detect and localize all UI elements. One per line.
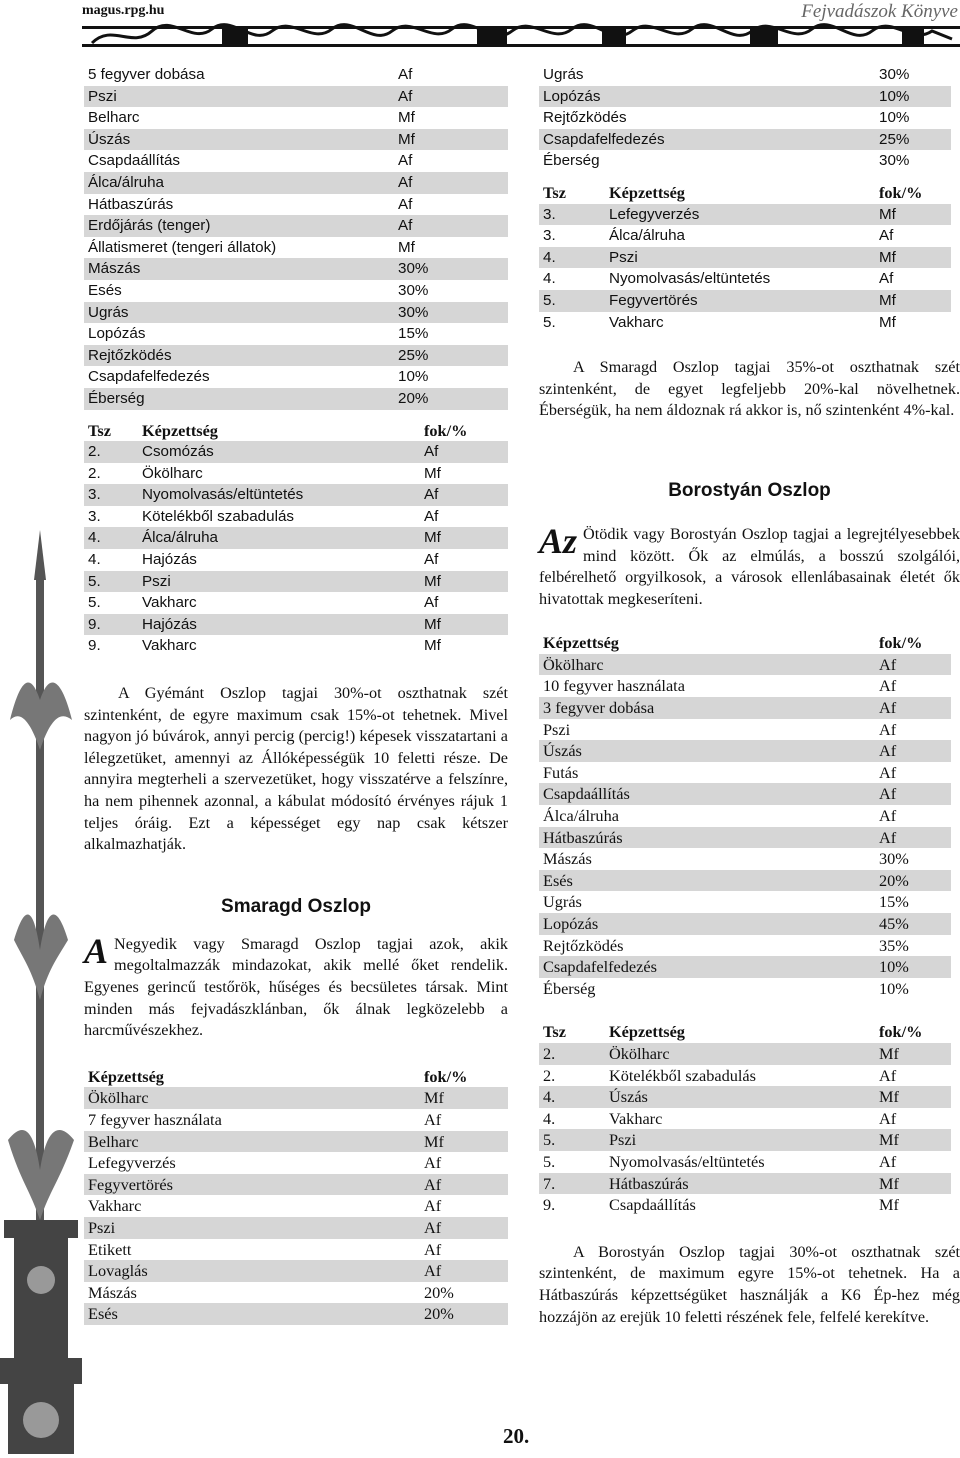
table-cell: Mf <box>420 1131 508 1153</box>
table-row <box>84 1131 508 1153</box>
table-cell: Af <box>879 1065 897 1085</box>
table-row <box>539 150 951 172</box>
table-cell: Af <box>398 195 413 213</box>
table-cell: 15% <box>879 892 909 912</box>
table-row <box>84 1174 508 1196</box>
table-row <box>539 913 951 935</box>
right-table3-body <box>539 654 951 1000</box>
table-row <box>84 172 508 194</box>
table-cell: Pszi <box>84 86 394 108</box>
table-cell: Mf <box>420 571 508 593</box>
table-row <box>84 194 508 216</box>
table-cell: Mf <box>875 204 951 226</box>
table-cell: Af <box>398 66 413 83</box>
smaragd-intro-paragraph <box>84 930 508 1042</box>
table-cell: Af <box>424 1153 442 1173</box>
table-cell: Af <box>420 1174 508 1196</box>
table-cell: 10 fegyver használata <box>543 676 685 696</box>
table-row <box>539 654 951 676</box>
table-row <box>539 290 951 312</box>
table-row <box>84 463 508 485</box>
col-header-tsz: Tsz <box>88 420 111 440</box>
table-cell: Mászás <box>88 1282 137 1302</box>
table-cell: Vakharc <box>609 1108 663 1128</box>
table-cell: Mf <box>875 1043 951 1065</box>
table-row <box>539 1065 951 1087</box>
table-row <box>539 1173 951 1195</box>
table-cell: Rejtőzködés <box>543 935 624 955</box>
table-cell: Esés <box>539 870 875 892</box>
table-cell: Af <box>424 1196 442 1216</box>
table-cell: Mf <box>875 290 951 312</box>
table-cell: 30% <box>394 258 508 280</box>
table-cell: Ugrás <box>84 302 394 324</box>
table-cell: 5 fegyver dobása <box>88 66 205 83</box>
table-cell: Éberség <box>84 388 394 410</box>
smaragd-intro-text: Negyedik vagy Smaragd Oszlop tagjai azok, akik megoltalmazzák mindazokat, akik mellé őket rendelik. Egyenes gerincű testőrök, hűséges és becsületes társak. Mint minden más fejvadászklánban, ők álnak legközelebb a harcművészekhez. <box>84 934 508 1040</box>
left-table3-body <box>84 1087 508 1325</box>
table-cell: 4. <box>84 527 138 549</box>
table-cell: Hajózás <box>142 551 197 569</box>
table-cell: 7. <box>539 1173 605 1195</box>
table-cell: Fegyvertörés <box>84 1174 420 1196</box>
gyemant-rules-paragraph: A Gyémánt Oszlop tagjai 30%-ot oszthatnak szét szintenként, de egyre maximum csak 15%-ot tehetnek. Mivel nagyon jó búvárok, annyi percig (percig!) képesek visszatartani a lélegzetüket, amennyi az Állóképességük 10 feletti része. De annyira megterheli a szervezetüket, hogy visszatérve a felszínre, ha nem pihennek azonnal, a kábulat módosító érvényes rájuk 1 teljes óráig. Ezt a képességet egy nap csak kétszer alkalmazhatják. <box>84 684 508 854</box>
table-cell: Mf <box>424 464 441 482</box>
table-cell: 30% <box>879 66 910 83</box>
table-row <box>539 129 951 151</box>
gyemant-level-table <box>84 420 508 658</box>
table-cell: Csapdafelfedezés <box>88 368 210 386</box>
table-cell: Af <box>394 86 508 108</box>
table-cell: 2. <box>88 464 101 482</box>
col-header-fok: fok/% <box>879 1022 923 1042</box>
table-cell: Lopózás <box>539 913 875 935</box>
table-cell: 10% <box>875 86 951 108</box>
decorative-sword-ornament <box>0 520 82 1455</box>
table-cell: Af <box>424 1239 442 1259</box>
table-row <box>539 870 951 892</box>
table-cell: Álca/álruha <box>543 806 619 826</box>
table-cell: Vakharc <box>609 313 664 331</box>
table-cell: Csapdaállítás <box>539 783 875 805</box>
table-row <box>84 549 508 571</box>
col-header-kepzettseg: Képzettség <box>609 1022 685 1042</box>
table-row <box>84 323 508 345</box>
table-row <box>539 956 951 978</box>
table-cell: Af <box>420 1260 508 1282</box>
table-row <box>84 302 508 324</box>
table-cell: Úszás <box>84 129 394 151</box>
table-cell: Éberség <box>543 978 596 998</box>
table-cell: Pszi <box>138 571 420 593</box>
table-cell: Af <box>424 507 439 525</box>
table-row <box>539 675 951 697</box>
table-row <box>84 388 508 410</box>
table-row <box>539 1086 951 1108</box>
table-cell: Pszi <box>84 1217 420 1239</box>
table-row <box>84 258 508 280</box>
right-table4-body <box>539 1043 951 1216</box>
table-cell: Pszi <box>605 1129 875 1151</box>
table-cell: 4. <box>539 1086 605 1108</box>
table-cell: Nyomolvasás/eltüntetés <box>609 1151 765 1171</box>
table-row <box>84 484 508 506</box>
table-cell: 3. <box>88 507 101 525</box>
table-cell: Lopózás <box>539 86 875 108</box>
col-header-tsz: Tsz <box>543 182 566 202</box>
table-cell: 5. <box>539 290 605 312</box>
table-row <box>84 592 508 614</box>
table-cell: Hajózás <box>138 614 420 636</box>
table-row <box>84 1087 508 1109</box>
table-cell: Csomózás <box>138 441 420 463</box>
col-header-kepzettseg: Képzettség <box>543 633 619 653</box>
table-cell: Csapdaállítás <box>609 1195 696 1215</box>
table-row <box>84 1195 508 1217</box>
table-row <box>539 827 951 849</box>
table-cell: Af <box>875 654 951 676</box>
table-row <box>539 1108 951 1130</box>
table-row <box>84 1152 508 1174</box>
table-cell: Vakharc <box>142 637 197 655</box>
table-cell: Ökölharc <box>605 1043 875 1065</box>
right-column <box>539 64 960 1328</box>
table-row <box>539 204 951 226</box>
table-cell: Af <box>879 270 894 288</box>
table-row <box>84 215 508 237</box>
table-cell: Etikett <box>88 1239 132 1259</box>
table-row <box>539 697 951 719</box>
table-cell: 4. <box>543 270 556 288</box>
col-header-fok: fok/% <box>879 182 923 202</box>
table-row <box>539 312 951 334</box>
table-cell: Af <box>424 1109 442 1129</box>
table-cell: 25% <box>875 129 951 151</box>
table-row <box>539 805 951 827</box>
table-row <box>84 1239 508 1261</box>
table-cell: Af <box>420 1217 508 1239</box>
table-row <box>539 1043 951 1065</box>
table-cell: Ökölharc <box>84 1087 420 1109</box>
borostyan-level-table <box>539 1021 951 1215</box>
table-row <box>84 64 508 86</box>
table-cell: Hátbaszúrás <box>539 827 875 849</box>
table-cell: Mf <box>879 313 896 331</box>
table-row <box>84 280 508 302</box>
table-row <box>84 1260 508 1282</box>
table-cell: Ugrás <box>543 892 582 912</box>
table-cell: Af <box>424 551 439 569</box>
table-cell: Hátbaszúrás <box>88 195 174 213</box>
table-row <box>84 1109 508 1131</box>
table-row <box>84 527 508 549</box>
table-cell: 5. <box>543 313 556 331</box>
table-cell: Úszás <box>605 1086 875 1108</box>
table-cell: Mf <box>398 109 415 127</box>
table-cell: 20% <box>394 388 508 410</box>
table-cell: 10% <box>875 956 951 978</box>
table-row <box>84 571 508 593</box>
col-header-kepzettseg: Képzettség <box>88 1066 164 1086</box>
table-cell: Erdőjárás (tenger) <box>84 215 394 237</box>
table-row <box>539 762 951 784</box>
table-cell: 9. <box>88 637 101 655</box>
table-cell: 2. <box>539 1043 605 1065</box>
left-column <box>84 64 508 1325</box>
table-cell: Esés <box>88 281 122 299</box>
table-cell: Ökölharc <box>539 654 875 676</box>
smaragd-rules-paragraph: A Smaragd Oszlop tagjai 35%-ot oszthatnak szét szintenként, de egyet legfeljebb 20%-kal növelhetnek. Éberségük, ha nem áldoznak rá akkor is, nő szintenként 4%-kal. <box>539 358 960 420</box>
table-cell: Af <box>424 594 439 612</box>
table-cell: Af <box>879 719 897 739</box>
table-cell: Af <box>420 441 508 463</box>
table-row <box>539 935 951 957</box>
table-cell: 35% <box>879 935 909 955</box>
table-cell: Kötelékből szabadulás <box>142 507 294 525</box>
table-row <box>539 1151 951 1173</box>
table-cell: 2. <box>84 441 138 463</box>
book-title: Fejvadászok Könyve <box>801 1 958 22</box>
table-cell: Mászás <box>84 258 394 280</box>
table-row <box>539 740 951 762</box>
table-row <box>84 441 508 463</box>
table-row <box>84 1282 508 1304</box>
smaragd-percent-table <box>539 64 951 172</box>
col-header-tsz: Tsz <box>543 1022 566 1042</box>
table-row <box>84 506 508 528</box>
table-cell: Lovaglás <box>84 1260 420 1282</box>
table-cell: Álca/álruha <box>84 172 394 194</box>
table-cell: Fegyvertörés <box>605 290 875 312</box>
header-ornament-band <box>82 23 960 50</box>
table-row <box>84 107 508 129</box>
table-cell: Csapdaállítás <box>88 152 181 170</box>
table-cell: Af <box>394 215 508 237</box>
table-cell: Af <box>875 827 951 849</box>
table-cell: Af <box>879 1108 897 1128</box>
table-row <box>84 86 508 108</box>
table-cell: Mf <box>420 614 508 636</box>
table-cell: 5. <box>543 1151 556 1171</box>
table-cell: 45% <box>875 913 951 935</box>
col-header-kepzettseg: Képzettség <box>609 182 685 202</box>
table-row <box>539 978 951 1000</box>
dropcap-letter: Az <box>539 520 578 561</box>
table-cell: Af <box>879 227 894 245</box>
table-cell: Af <box>875 740 951 762</box>
table-cell: 15% <box>398 325 429 343</box>
table-cell: Mf <box>420 527 508 549</box>
table-cell: 20% <box>420 1303 508 1325</box>
table-cell: Csapdafelfedezés <box>539 129 875 151</box>
table-cell: 3 fegyver dobása <box>539 697 875 719</box>
table-cell: Af <box>875 783 951 805</box>
table-cell: Hátbaszúrás <box>605 1173 875 1195</box>
table-cell: Rejtőzködés <box>84 345 394 367</box>
right-table2-body <box>539 204 951 334</box>
table-cell: Pszi <box>605 247 875 269</box>
table-cell: Nyomolvasás/eltüntetés <box>609 270 771 288</box>
table-cell: Af <box>879 806 897 826</box>
table-cell: Af <box>398 152 413 170</box>
table-cell: Úszás <box>539 740 875 762</box>
table-cell: Mf <box>875 1129 951 1151</box>
table-row <box>84 614 508 636</box>
table-cell: Af <box>394 172 508 194</box>
page-number: 20. <box>503 1424 530 1448</box>
table-row <box>84 1217 508 1239</box>
table-row <box>84 345 508 367</box>
table-cell: Kötelékből szabadulás <box>609 1065 756 1085</box>
table-cell: 9. <box>84 614 138 636</box>
table-cell: 5. <box>84 571 138 593</box>
table-cell: 4. <box>88 551 101 569</box>
table-row <box>84 150 508 172</box>
table-cell: Mf <box>875 1086 951 1108</box>
table-cell: Állatismeret (tengeri állatok) <box>88 238 277 256</box>
table-cell: Af <box>875 697 951 719</box>
table-cell: Pszi <box>543 719 571 739</box>
col-header-fok: fok/% <box>879 633 923 653</box>
table-cell: 20% <box>424 1282 454 1302</box>
table-cell: Mf <box>875 1173 951 1195</box>
table-cell: 10% <box>398 368 429 386</box>
table-row <box>539 783 951 805</box>
table-cell: Mf <box>420 1087 508 1109</box>
table-cell: 20% <box>875 870 951 892</box>
borostyan-intro-text: Ötödik vagy Borostyán Oszlop tagjai a legrejtélyesebbek mind között. Ők az elmúlás, a bosszú szolgálói, felbérelhető orgyilkosok, a városok ellenlábasainak életét ők hivatottak megkeseríteni. <box>539 524 960 608</box>
col-header-kepzettseg: Képzettség <box>142 420 218 440</box>
table-cell: 3. <box>539 204 605 226</box>
table-cell: 5. <box>539 1129 605 1151</box>
section-title-smaragd: Smaragd Oszlop <box>221 895 371 917</box>
table-cell: Mf <box>879 1195 899 1215</box>
table-row <box>539 64 951 86</box>
table-cell: Lopózás <box>88 325 146 343</box>
table-cell: Af <box>879 1151 897 1171</box>
table-row <box>539 1129 951 1151</box>
table-cell: 30% <box>398 281 429 299</box>
table-cell: Lefegyverzés <box>88 1153 176 1173</box>
borostyan-rules-paragraph: A Borostyán Oszlop tagjai 30%-ot oszthatnak szét szintenként, de maximum egyre 15%-ot tehetnek. Ha a Hátbaszúrás képzettségüket használják a K6 Ép-hez még hozzájön az erejük 10 feletti részének fele, felfelé kerekítve. <box>539 1242 960 1326</box>
table-row <box>539 268 951 290</box>
table-cell: Lefegyverzés <box>605 204 875 226</box>
table-cell: Belharc <box>84 1131 420 1153</box>
table-cell: Vakharc <box>142 594 197 612</box>
table-row <box>84 129 508 151</box>
table-row <box>84 366 508 388</box>
table-row <box>539 1194 951 1216</box>
left-table1-body <box>84 64 508 410</box>
table-row <box>539 891 951 913</box>
table-cell: Rejtőzködés <box>543 109 627 127</box>
right-table1-body <box>539 64 951 172</box>
table-cell: 3. <box>543 227 556 245</box>
table-cell: 4. <box>543 1108 556 1128</box>
table-cell: Af <box>879 676 897 696</box>
table-row <box>539 86 951 108</box>
site-name: magus.rpg.hu <box>82 3 165 18</box>
table-cell: 7 fegyver használata <box>88 1109 222 1129</box>
dropcap-letter: A <box>84 930 109 971</box>
gyemant-skill-table <box>84 64 508 410</box>
table-cell: Ökölharc <box>142 464 203 482</box>
table-row <box>539 719 951 741</box>
table-cell: Belharc <box>88 109 140 127</box>
borostyan-skill-table <box>539 632 951 999</box>
smaragd-skill-table <box>84 1066 508 1325</box>
table-cell: 10% <box>879 978 909 998</box>
borostyan-intro-paragraph <box>539 520 960 610</box>
col-header-fok: fok/% <box>424 420 468 440</box>
table-cell: Nyomolvasás/eltüntetés <box>138 484 420 506</box>
table-row <box>539 225 951 247</box>
table-cell: 30% <box>879 152 910 170</box>
table-cell: 30% <box>394 302 508 324</box>
table-row <box>539 107 951 129</box>
table-cell: 3. <box>84 484 138 506</box>
table-cell: Af <box>420 484 508 506</box>
table-cell: 25% <box>394 345 508 367</box>
table-cell: Éberség <box>543 152 600 170</box>
left-table2-body <box>84 441 508 657</box>
table-row <box>84 237 508 259</box>
table-cell: 4. <box>539 247 605 269</box>
table-cell: 9. <box>543 1195 556 1215</box>
table-cell: Mf <box>398 238 415 256</box>
table-cell: 30% <box>879 849 909 869</box>
table-row <box>539 247 951 269</box>
table-cell: Mf <box>394 129 508 151</box>
table-cell: Álca/álruha <box>138 527 420 549</box>
table-cell: Mászás <box>543 849 592 869</box>
table-row <box>539 848 951 870</box>
table-cell: 2. <box>543 1065 556 1085</box>
section-title-borostyan: Borostyán Oszlop <box>668 479 831 501</box>
table-cell: 10% <box>879 109 910 127</box>
smaragd-level-table <box>539 182 951 333</box>
table-cell: Futás <box>543 762 579 782</box>
table-cell: Csapdafelfedezés <box>539 956 875 978</box>
table-cell: Vakharc <box>88 1196 142 1216</box>
table-cell: Álca/álruha <box>609 227 685 245</box>
table-cell: Mf <box>424 637 441 655</box>
table-row <box>84 1303 508 1325</box>
table-cell: Mf <box>875 247 951 269</box>
table-row <box>84 635 508 657</box>
table-cell: Ugrás <box>543 66 584 83</box>
table-cell: 5. <box>88 594 101 612</box>
table-cell: Esés <box>84 1303 420 1325</box>
col-header-fok: fok/% <box>424 1066 468 1086</box>
table-cell: Af <box>879 762 897 782</box>
